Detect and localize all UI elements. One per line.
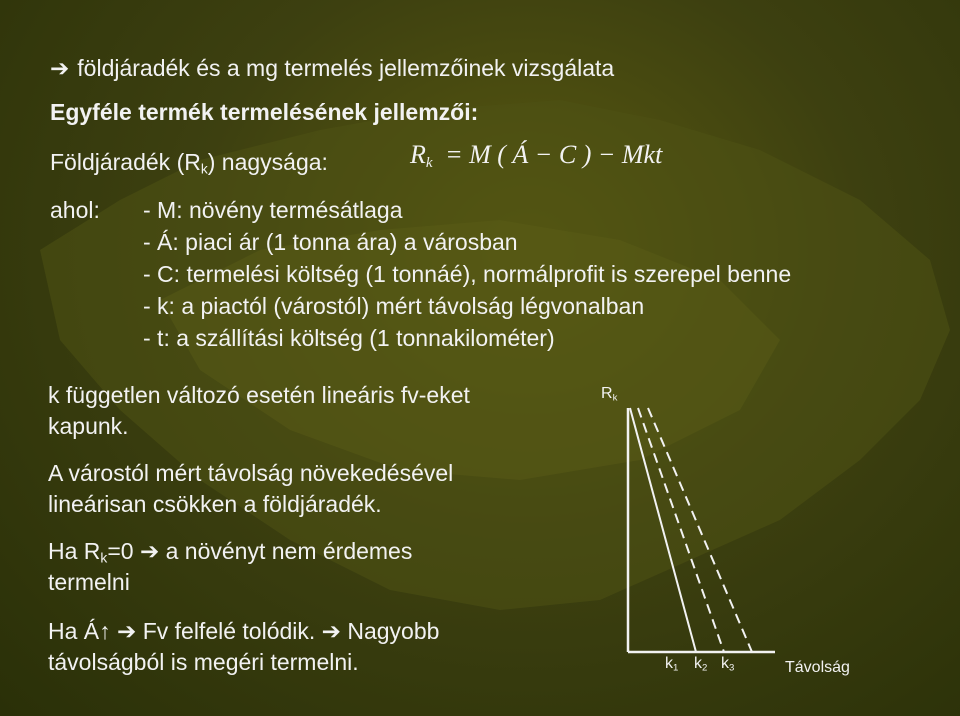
paragraph-4-line-2: távolságból is megéri termelni. xyxy=(48,649,359,675)
subheading: Egyféle termék termelésének jellemzői: xyxy=(50,99,479,125)
definition-item: - k: a piactól (várostól) mért távolság légvonalban xyxy=(143,293,645,319)
paragraph-4-line-1: Ha Á↑ ➔ Fv felfelé tolódik. ➔ Nagyobb xyxy=(48,618,440,644)
rent-label: Földjáradék $(R_k)$ nagysága: xyxy=(50,149,328,177)
x-axis-label: Távolság xyxy=(785,659,850,676)
arrow-right-icon: ➔ xyxy=(139,538,160,564)
heading: ➔ földjáradék és a mg termelés jellemzőinek vizsgálata xyxy=(50,55,615,81)
y-axis-label: $R_k$ xyxy=(601,385,618,404)
arrow-right-icon: ➔ xyxy=(321,618,341,644)
x-tick-label: $k_3$ xyxy=(721,655,735,674)
x-tick-label: $k_1$ xyxy=(665,655,679,674)
definition-item: - t: a szállítási költség (1 tonnakilométer) xyxy=(143,325,555,351)
arrow-right-icon: ➔ xyxy=(50,55,70,81)
definition-item: - Á: piaci ár (1 tonna ára) a városban xyxy=(143,229,518,255)
where-label: ahol: xyxy=(50,197,100,223)
x-tick-label: $k_2$ xyxy=(694,655,708,674)
paragraph-1-line-2: kapunk. xyxy=(48,413,129,439)
rent-line-series-2 xyxy=(638,408,724,652)
definition-item: - M: növény termésátlaga xyxy=(143,197,403,223)
paragraph-3-line-2: termelni xyxy=(48,569,130,595)
paragraph-2-line-2: lineárisan csökken a földjáradék. xyxy=(48,491,382,517)
arrow-right-icon: ➔ xyxy=(117,618,137,644)
paragraph-2-line-1: A várostól mért távolság növekedésével xyxy=(48,460,454,486)
arrow-up-icon: ↑ xyxy=(99,618,111,644)
paragraph-3-line-1: Ha $R_k=0$ ➔ a növényt nem érdemes xyxy=(48,538,413,566)
paragraph-1-line-1: k független változó esetén lineáris fv-eket xyxy=(48,382,470,408)
definition-item: - C: termelési költség (1 tonnáé), normálprofit is szerepel benne xyxy=(143,261,792,287)
rent-formula: $R_k = M$ ( Á − C ) − Mkt xyxy=(410,140,663,171)
